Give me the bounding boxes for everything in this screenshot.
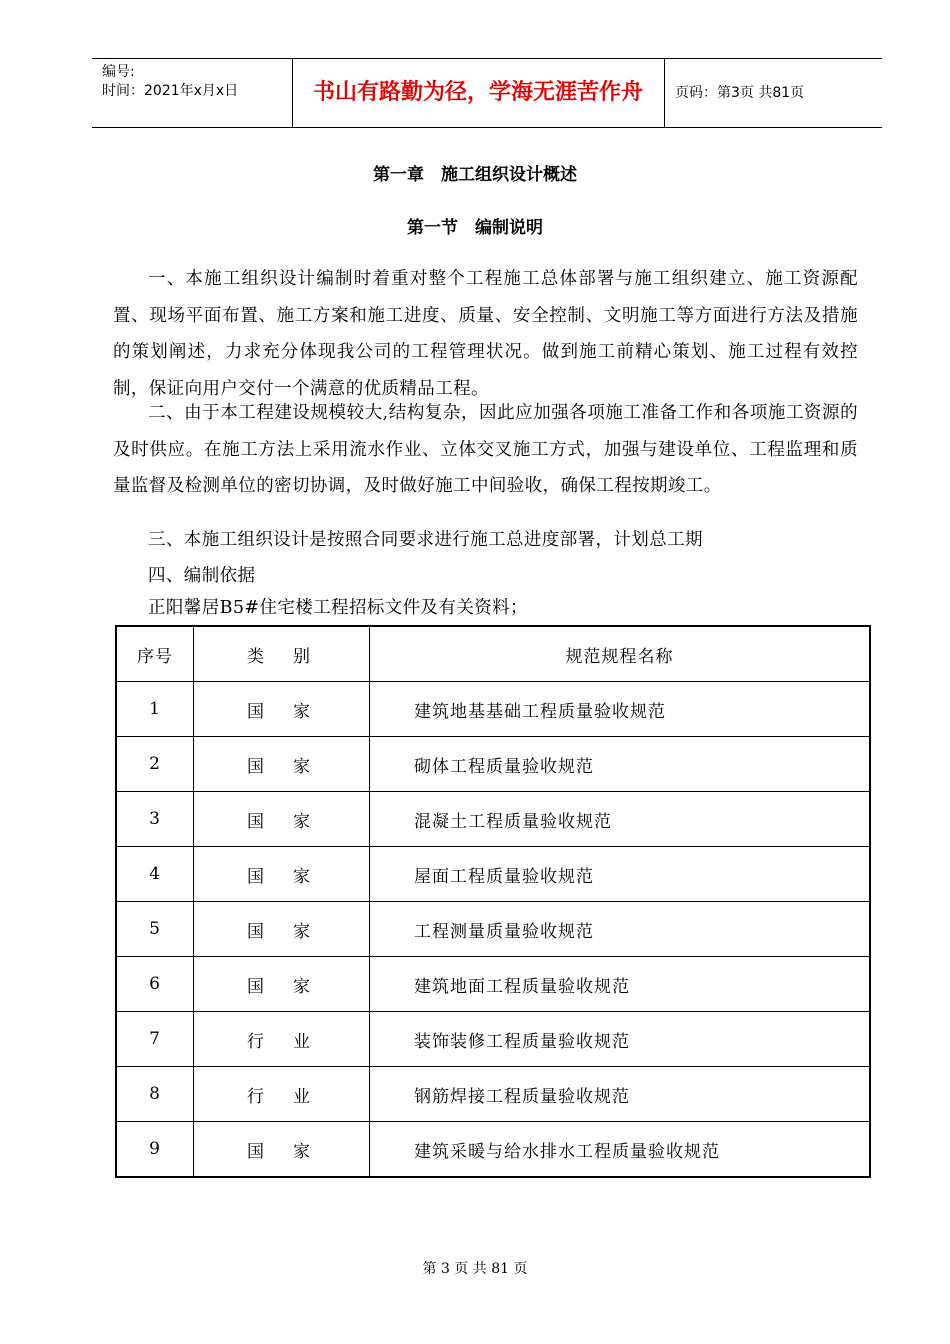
row-name: 装饰装修工程质量验收规范: [370, 1012, 871, 1067]
row-no: 1: [116, 682, 194, 737]
paragraph-5: 正阳馨居B5#住宅楼工程招标文件及有关资料；: [148, 598, 528, 618]
header-motto: 书山有路勤为径，学海无涯苦作舟: [312, 80, 643, 105]
row-category: 国 家: [194, 847, 370, 902]
row-no: 8: [116, 1067, 194, 1122]
paragraph-1: 一、本施工组织设计编制时着重对整个工程施工总体部署与施工组织建立、施工资源配置、现场平面布置、施工方案和施工进度、质量、安全控制、文明施工等方面进行方法及措施的策划阐述，力求充分体现我公司的工程管理状况。做到施工前精心策划、施工过程有效控制，保证向用户交付一个满意的优质精品工程。: [113, 269, 858, 399]
standards-table: [115, 625, 871, 1178]
header-meta-cell: [92, 59, 293, 127]
page-header: [92, 58, 882, 128]
row-name: 砌体工程质量验收规范: [370, 737, 871, 792]
row-name: 混凝土工程质量验收规范: [370, 792, 871, 847]
page-footer: 第 3 页 共 81 页: [422, 1261, 528, 1277]
row-name: 建筑采暖与给水排水工程质量验收规范: [370, 1122, 871, 1178]
row-no: 5: [116, 902, 194, 957]
row-category: 国 家: [194, 737, 370, 792]
header-no: 序号: [116, 626, 194, 682]
chapter-title: 第一章 施工组织设计概述: [373, 165, 577, 185]
table-row: [116, 682, 870, 737]
row-no: 2: [116, 737, 194, 792]
row-no: 6: [116, 957, 194, 1012]
row-category: 行 业: [194, 1067, 370, 1122]
table-header-row: [116, 626, 870, 682]
row-category: 国 家: [194, 957, 370, 1012]
row-name: 钢筋焊接工程质量验收规范: [370, 1067, 871, 1122]
header-motto-cell: [292, 59, 665, 127]
row-no: 9: [116, 1122, 194, 1178]
table-row: [116, 737, 870, 792]
table-row: [116, 792, 870, 847]
row-name: 工程测量质量验收规范: [370, 902, 871, 957]
table-row: [116, 1012, 870, 1067]
row-category: 国 家: [194, 682, 370, 737]
section-title: 第一节 编制说明: [407, 218, 543, 238]
row-category: 国 家: [194, 792, 370, 847]
row-no: 3: [116, 792, 194, 847]
row-no: 7: [116, 1012, 194, 1067]
paragraph-3: 三、本施工组织设计是按照合同要求进行施工总进度部署，计划总工期: [148, 530, 703, 550]
row-category: 国 家: [194, 902, 370, 957]
table-row: [116, 1067, 870, 1122]
table-row: [116, 847, 870, 902]
row-category: 国 家: [194, 1122, 370, 1178]
table-row: [116, 1122, 870, 1178]
row-name: 建筑地面工程质量验收规范: [370, 957, 871, 1012]
table-row: [116, 902, 870, 957]
serial-label: 编号:: [102, 64, 135, 80]
row-name: 屋面工程质量验收规范: [370, 847, 871, 902]
row-no: 4: [116, 847, 194, 902]
time-label: 时间：2021年x月x日: [102, 83, 239, 99]
header-name: 规范规程名称: [370, 626, 871, 682]
table-row: [116, 957, 870, 1012]
row-category: 行 业: [194, 1012, 370, 1067]
header-page-info: 页码：第3页 共81页: [675, 85, 805, 101]
header-category: 类 别: [194, 626, 370, 682]
header-page-cell: [665, 59, 882, 127]
row-name: 建筑地基基础工程质量验收规范: [370, 682, 871, 737]
paragraph-4: 四、编制依据: [148, 566, 256, 586]
paragraph-2: 二、由于本工程建设规模较大,结构复杂，因此应加强各项施工准备工作和各项施工资源的及时供应。在施工方法上采用流水作业、立体交叉施工方式，加强与建设单位、工程监理和质量监督及检测单位的密切协调，及时做好施工中间验收，确保工程按期竣工。: [113, 403, 858, 496]
